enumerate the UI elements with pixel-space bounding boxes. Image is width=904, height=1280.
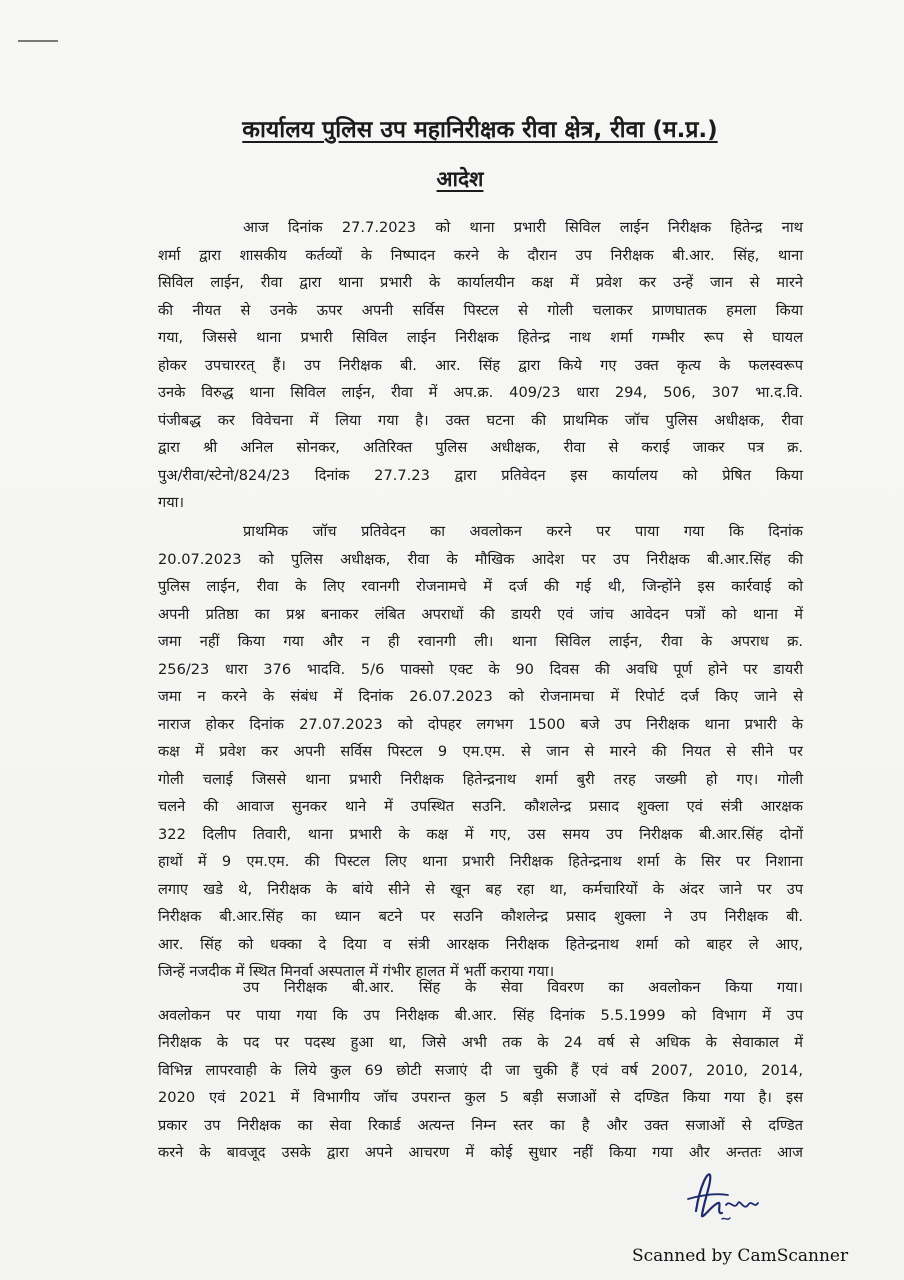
paragraph-line: 256/23 धारा 376 भादवि. 5/6 पाक्सो एक्ट के 90 दिवस की अवधि पूर्ण होने पर डायरी — [158, 660, 803, 678]
paragraph-line: कक्ष में प्रवेश कर अपनी सर्विस पिस्टल 9 एम.एम. से जान से मारने की नियत से सीने पर — [158, 743, 803, 760]
paragraph-line: सिविल लाईन, रीवा द्वारा थाना प्रभारी के कार्यालयीन कक्ष में प्रवेश कर उन्हें जान से मारने — [158, 274, 803, 291]
top-margin-mark — [18, 40, 58, 42]
paragraph-line: आर. सिंह को धक्का दे दिया व संत्री आरक्षक निरीक्षक हितेन्द्रनाथ शर्मा को बाहर ले आए, — [158, 935, 803, 953]
paragraph-line: नाराज होकर दिनांक 27.07.2023 को दोपहर लगभग 1500 बजे उप निरीक्षक थाना प्रभारी के — [158, 715, 803, 733]
paragraph-line: की नीयत से उनके ऊपर अपनी सर्विस पिस्टल से गोली चलाकर प्राणघातक हमला किया — [158, 301, 803, 319]
paragraph-line: 20.07.2023 को पुलिस अधीक्षक, रीवा के मौखिक आदेश पर उप निरीक्षक बी.आर.सिंह की — [158, 550, 803, 568]
order-title: आदेश — [436, 167, 484, 191]
paragraph-line: जिन्हें नजदीक में स्थित मिनर्वा अस्पताल में गंभीर हालत में भर्ती कराया गया। — [158, 963, 555, 980]
paragraph-line: करने के बावजूद उसके द्वारा अपने आचरण में कोई सुधार नहीं किया गया और अन्ततः आज — [158, 1144, 803, 1161]
paragraph-line: गोली चलाई जिससे थाना प्रभारी निरीक्षक हितेन्द्रनाथ शर्मा बुरी तरह जख्मी हो गए। गोली — [158, 770, 803, 788]
office-title: कार्यालय पुलिस उप महानिरीक्षक रीवा क्षेत्र, रीवा (म.प्र.) — [242, 117, 718, 143]
paragraph-line: अपनी प्रतिष्ठा का प्रश्न बनाकर लंबित अपराधों की डायरी एवं जांच आवेदन पत्रों को थाना में — [158, 605, 803, 623]
paragraph-line: प्रकार उप निरीक्षक का सेवा रिकार्ड अत्यन्त निम्न स्तर का है और उक्त सजाओं से दण्डित — [158, 1116, 803, 1134]
paragraph-line: गया। — [158, 494, 184, 511]
paragraph-line: गया, जिससे थाना प्रभारी सिविल लाईन निरीक्षक हितेन्द्र नाथ शर्मा गम्भीर रूप से घायल — [158, 329, 803, 346]
paragraph-line: पंजीबद्ध कर विवेचना में लिया गया है। उक्त घटना की प्राथमिक जॉच पुलिस अधीक्षक, रीवा — [158, 411, 803, 429]
paragraph-line: चलने की आवाज सुनकर थाने में उपस्थित सउनि. कौशलेन्द्र प्रसाद शुक्ला एवं संत्री आरक्षक — [158, 798, 803, 815]
paragraph-line: निरीक्षक के पद पर पदस्थ हुआ था, जिसे अभी तक के 24 वर्ष से अधिक के सेवाकाल में — [158, 1034, 803, 1051]
paragraph-line: आज दिनांक 27.7.2023 को थाना प्रभारी सिविल लाईन निरीक्षक हितेन्द्र नाथ — [243, 219, 803, 236]
paragraph-line: लगाए खडे थे, निरीक्षक के बांये सीने से खून बह रहा था, कर्मचारियों के अंदर जाने पर उप — [158, 880, 803, 898]
paragraph-line: पुलिस लाईन, रीवा के लिए रवानगी रोजनामचे में दर्ज की गई थी, जिन्होंने इस कार्रवाई को — [158, 578, 803, 595]
paragraph-line: होकर उपचाररत् हैं। उप निरीक्षक बी. आर. सिंह द्वारा किये गए उक्त कृत्य के फलस्वरूप — [158, 356, 803, 374]
paragraph-2 — [158, 518, 803, 986]
paragraph-line: शर्मा द्वारा शासकीय कर्तव्यों के निष्पादन करने के दौरान उप निरीक्षक बी.आर. सिंह, थाना — [158, 246, 803, 264]
paragraph-line: निरीक्षक बी.आर.सिंह का ध्यान बटने पर सउनि कौशलेन्द्र प्रसाद शुक्ला ने उप निरीक्षक बी. — [158, 908, 803, 925]
paragraph-line: अवलोकन पर पाया गया कि उप निरीक्षक बी.आर. सिंह दिनांक 5.5.1999 को विभाग में उप — [158, 1006, 803, 1024]
paragraph-line: विभिन्न लापरवाही के लिये कुल 69 छोटी सजाएं दी जा चुकी हैं एवं वर्ष 2007, 2010, 2014, — [158, 1061, 803, 1079]
scanner-watermark: Scanned by CamScanner — [632, 1246, 849, 1266]
paragraph-line: प्राथमिक जॉच प्रतिवेदन का अवलोकन करने पर पाया गया कि दिनांक — [243, 523, 803, 540]
paragraph-line: हाथों में 9 एम.एम. की पिस्टल लिए थाना प्रभारी निरीक्षक हितेन्द्रनाथ शर्मा के सिर पर निशाना — [158, 853, 803, 870]
paragraph-line: उप निरीक्षक बी.आर. सिंह के सेवा विवरण का अवलोकन किया गया। — [243, 979, 803, 996]
paragraph-line: पुअ/रीवा/स्टेनो/824/23 दिनांक 27.7.23 द्वारा प्रतिवेदन इस कार्यालय को प्रेषित किया — [158, 466, 803, 484]
paragraph-line: द्वारा श्री अनिल सोनकर, अतिरिक्त पुलिस अधीक्षक, रीवा से कराई जाकर पत्र क्र. — [158, 439, 803, 456]
paragraph-3 — [158, 974, 803, 1167]
handwritten-signature — [682, 1165, 772, 1225]
paragraph-line: 322 दिलीप तिवारी, थाना प्रभारी के कक्ष में गए, उस समय उप निरीक्षक बी.आर.सिंह दोनों — [158, 825, 803, 843]
paragraph-line: जमा न करने के संबंध में दिनांक 26.07.2023 को रोजनामचा में रिपोर्ट दर्ज किए जाने से — [158, 688, 803, 705]
paragraph-line: जमा नहीं किया गया और न ही रवानगी ली। थाना सिविल लाईन, रीवा के अपराध क्र. — [158, 633, 803, 650]
paragraph-1 — [158, 214, 803, 517]
paragraph-line: 2020 एवं 2021 में विभागीय जॉच उपरान्त कुल 5 बड़ी सजाओं से दण्डित किया गया है। इस — [158, 1089, 803, 1106]
paragraph-line: उनके विरुद्ध थाना सिविल लाईन, रीवा में अप.क्र. 409/23 धारा 294, 506, 307 भा.द.वि. — [158, 384, 803, 401]
